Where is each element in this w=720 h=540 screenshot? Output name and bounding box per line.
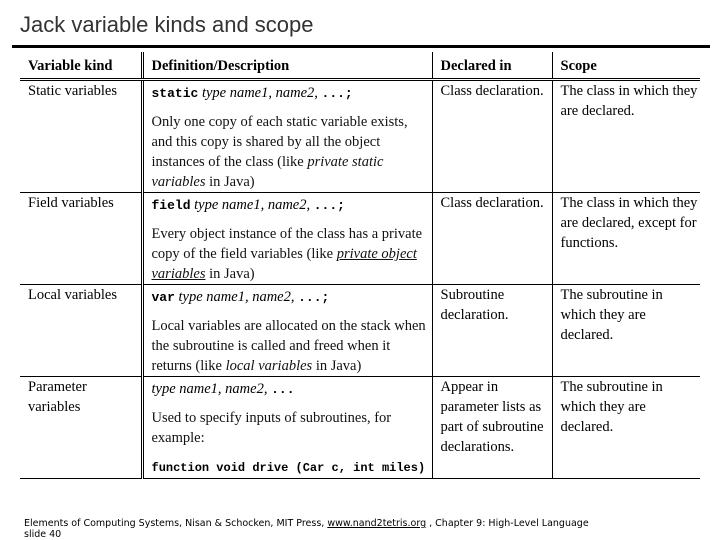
description-italic: private object variables	[151, 246, 417, 282]
kind-cell: Static variables	[28, 83, 117, 99]
syntax-line	[152, 195, 432, 216]
syntax-params: type name1, name2,	[174, 289, 299, 305]
syntax-end: ...	[271, 382, 295, 397]
header-definition: Definition/Description	[142, 52, 432, 80]
syntax-params: type name1, name2,	[151, 381, 272, 397]
description	[152, 316, 432, 376]
footer-link[interactable]: www.nand2tetris.org	[327, 518, 427, 529]
header-variable-kind: Variable kind	[20, 52, 142, 80]
table-row-field	[20, 193, 700, 285]
declared-in-cell: Subroutine declaration.	[432, 285, 552, 377]
header-scope: Scope	[552, 52, 700, 80]
syntax-params: type name1, name2,	[198, 85, 322, 101]
definition-cell	[142, 285, 432, 377]
syntax-params: type name1, name2,	[190, 197, 314, 213]
scope-cell: The subroutine in which they are declared.	[552, 285, 700, 377]
header-declared-in: Declared in	[432, 52, 552, 80]
scope-cell: The subroutine in which they are declared.	[552, 377, 700, 479]
syntax-line	[152, 287, 432, 308]
description-tail: in Java)	[312, 358, 362, 374]
kind-cell: Field variables	[20, 193, 142, 285]
description-italic: private static variables	[151, 154, 384, 190]
definition-cell	[142, 193, 432, 285]
scope-cell: The class in which they are declared, except for functions.	[552, 193, 700, 285]
description	[152, 112, 432, 192]
declared-in-cell: Class declaration.	[432, 193, 552, 285]
declared-in-cell: Class declaration.	[432, 80, 552, 193]
table-row-parameter	[20, 377, 700, 479]
description-text: Every object instance of the class has a private copy of the field variables (like	[151, 226, 423, 262]
description	[152, 224, 432, 284]
kind-cell: Local variables	[20, 285, 142, 377]
syntax-end: ...;	[321, 86, 353, 101]
syntax-keyword: static	[151, 86, 199, 101]
table-row-local	[20, 285, 700, 377]
syntax-end: ...;	[313, 198, 345, 213]
slide-footer	[24, 518, 704, 540]
syntax-line	[152, 379, 432, 400]
declared-in-cell: Appear in parameter lists as part of subroutine declarations.	[432, 377, 552, 479]
description-tail: in Java)	[205, 174, 255, 190]
variable-kinds-table	[20, 52, 700, 479]
description-tail: in Java)	[205, 266, 255, 282]
syntax-end: ...;	[298, 290, 330, 305]
table-row-static	[20, 80, 700, 193]
description-text: Only one copy of each static variable exists, and this copy is shared by all the object instances of the class (like	[151, 114, 408, 170]
footer-citation	[24, 518, 704, 529]
syntax-keyword: field	[151, 198, 191, 213]
title-divider	[12, 45, 710, 48]
description-text: Used to specify inputs of subroutines, for example:	[151, 410, 392, 446]
scope-cell: The class in which they are declared.	[552, 80, 700, 193]
description-italic: local variables	[225, 358, 313, 374]
definition-cell	[142, 377, 432, 479]
syntax-keyword: var	[151, 290, 175, 305]
footer-text: Elements of Computing Systems, Nisan & Schocken, MIT Press,	[24, 518, 328, 529]
syntax-line	[152, 83, 432, 104]
footer-chapter: , Chapter 9: High-Level Language	[426, 518, 589, 529]
example-signature: function void drive (Car c, int miles)	[151, 461, 426, 475]
kind-cell: Parameter variables	[20, 377, 142, 479]
slide-title: Jack variable kinds and scope	[20, 12, 314, 37]
table-header-row	[20, 52, 700, 80]
definition-cell	[142, 80, 432, 193]
description-text: Local variables are allocated on the stack when the subroutine is called and freed when it returns (like	[151, 318, 426, 374]
description	[152, 408, 432, 448]
slide-number: slide 40	[24, 529, 62, 540]
